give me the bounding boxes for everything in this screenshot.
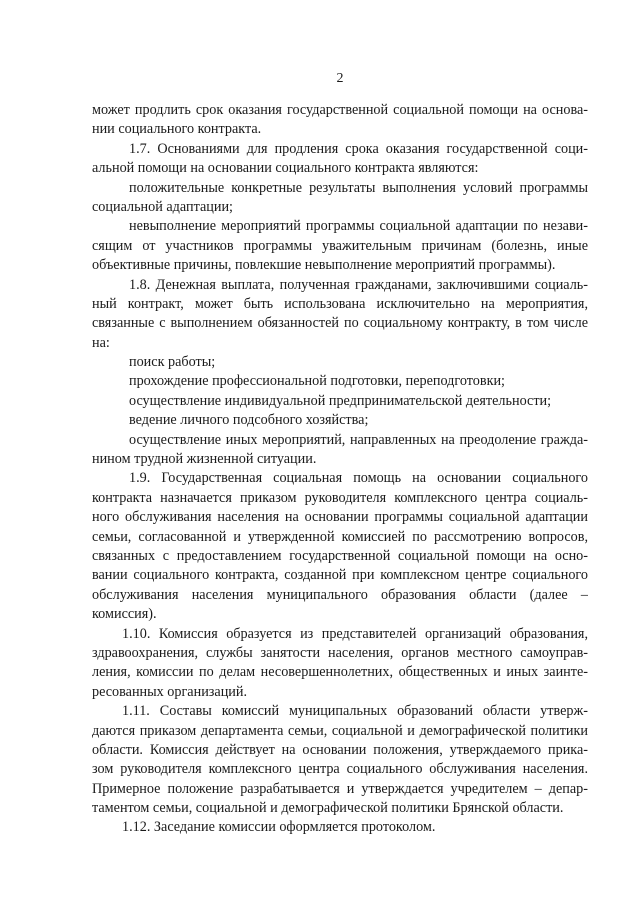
text-line: на: — [92, 334, 110, 351]
text-line: Примерное положение разрабатывается и утверждается учредителем – депар- — [92, 780, 588, 797]
text-line: положительные конкретные результаты выполнения условий программы — [129, 179, 588, 196]
text-line: ный контракт, может быть использована исключительно на мероприятия, — [92, 295, 588, 312]
text-line: ведение личного подсобного хозяйства; — [129, 412, 369, 429]
document-body — [92, 101, 588, 838]
text-line: ления, комиссии по делам несовершеннолетних, общественных и иных заинте- — [92, 664, 588, 681]
text-line: даются приказом департамента семьи, социальной и демографической политики — [92, 722, 588, 739]
text-line: объективные причины, повлекшие невыполнение мероприятий программы). — [92, 257, 556, 274]
text-line: социальной адаптации; — [92, 198, 233, 215]
page-number: 2 — [336, 71, 344, 86]
text-line: вании социального контракта, созданной при комплексном центре социального — [92, 567, 588, 584]
text-line: комиссия). — [92, 606, 157, 623]
text-line: ресованных организаций. — [92, 683, 248, 700]
text-line: связанных с предоставлением государственной социальной помощи на осно- — [92, 547, 588, 564]
text-line: 1.11. Составы комиссий муниципальных образований области утверж- — [122, 703, 588, 720]
text-line: невыполнение мероприятий программы социальной адаптации по незави- — [129, 218, 588, 235]
text-line: ного обслуживания населения на основании программы социальной адаптации — [92, 509, 588, 526]
text-line: обслуживания населения муниципального образования области (далее – — [92, 586, 588, 603]
text-line: 1.7. Основаниями для продления срока оказания государственной соци- — [129, 140, 588, 157]
text-line: здравоохранения, службы занятости населения, органов местного самоуправ- — [92, 644, 588, 661]
text-line: нином трудной жизненной ситуации. — [92, 451, 317, 468]
text-line: нии социального контракта. — [92, 121, 262, 138]
text-line: прохождение профессиональной подготовки, переподготовки; — [129, 373, 505, 390]
text-line: альной помощи на основании социального контракта являются: — [92, 160, 479, 177]
text-line: поиск работы; — [129, 354, 216, 371]
text-line: контракта назначается приказом руководителя комплексного центра социаль- — [92, 489, 588, 506]
text-line: осуществление иных мероприятий, направленных на преодоление гражда- — [129, 431, 588, 448]
text-line: 1.10. Комиссия образуется из представителей организаций образования, — [122, 625, 588, 642]
text-line: области. Комиссия действует на основании положения, утверждаемого прика- — [92, 741, 588, 758]
text-line: 1.8. Денежная выплата, полученная гражданами, заключившими социаль- — [129, 276, 588, 293]
text-line: 1.9. Государственная социальная помощь на основании социального — [129, 470, 588, 487]
text-line: сящим от участников программы уважительным причинам (болезнь, иные — [92, 237, 588, 254]
text-line: может продлить срок оказания государственной социальной помощи на основа- — [92, 102, 588, 118]
text-line: 1.12. Заседание комиссии оформляется протоколом. — [122, 819, 436, 836]
text-line: зом руководителя комплексного центра социального обслуживания населения. — [92, 761, 588, 778]
text-line: семьи, согласованной и утвержденной комиссией по рассмотрению вопросов, — [92, 528, 588, 545]
text-line: таментом семьи, социальной и демографической политики Брянской области. — [92, 800, 564, 817]
text-line: связанные с выполнением обязанностей по социальному контракту, в том числе — [92, 315, 588, 332]
text-line: осуществление индивидуальной предпринимательской деятельности; — [129, 392, 552, 409]
